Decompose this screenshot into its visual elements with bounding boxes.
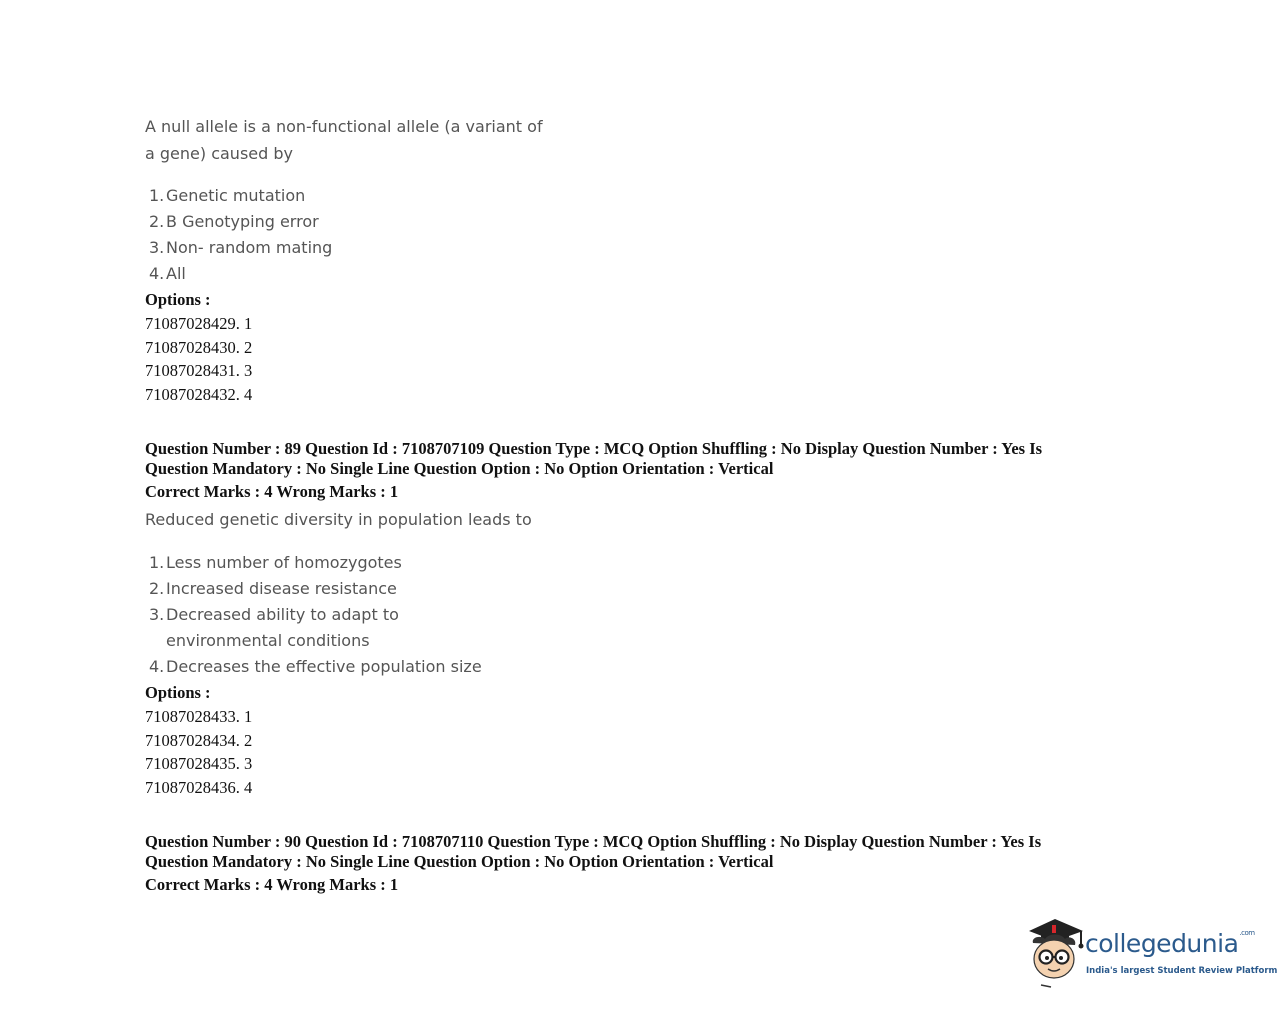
question-meta-line: Question Mandatory : No Single Line Question Option : No Option Orientation : Vertical <box>145 852 774 871</box>
question-meta-line: Question Mandatory : No Single Line Question Option : No Option Orientation : Vertical <box>145 459 774 478</box>
choice-item: 1. Genetic mutation <box>149 186 306 205</box>
option-id: 71087028433. 1 <box>145 707 253 726</box>
question-text <box>145 113 543 167</box>
choice-item: 3. Non- random mating <box>149 238 333 257</box>
marks-line: Correct Marks : 4 Wrong Marks : 1 <box>145 482 399 501</box>
marks-line: Correct Marks : 4 Wrong Marks : 1 <box>145 875 399 894</box>
question-meta <box>145 439 1105 479</box>
collegedunia-logo <box>1025 915 1278 990</box>
choice-item: 2. B Genotyping error <box>149 212 319 231</box>
question-text-line: A null allele is a non-functional allele (a variant of <box>145 117 543 136</box>
question-text <box>145 506 532 533</box>
choice-item: 4. Decreases the effective population size <box>149 657 482 676</box>
options-label: Options : <box>145 683 211 702</box>
choice-item: 4. All <box>149 264 186 283</box>
option-id-list <box>145 705 252 800</box>
choice-item: 2. Increased disease resistance <box>149 579 397 598</box>
choice-item: 3. Decreased ability to adapt to environmental conditions <box>149 605 399 650</box>
option-id: 71087028435. 3 <box>145 754 253 774</box>
option-id: 71087028431. 3 <box>145 361 253 381</box>
option-id: 71087028429. 1 <box>145 314 253 333</box>
choice-item: 1. Less number of homozygotes <box>149 553 402 572</box>
option-id: 71087028430. 2 <box>145 337 253 357</box>
choice-list <box>149 550 506 680</box>
choice-list <box>149 183 506 287</box>
options-label: Options : <box>145 290 211 309</box>
option-id: 71087028432. 4 <box>145 385 253 405</box>
question-meta-line: Question Number : 89 Question Id : 7108707109 Question Type : MCQ Option Shuffling : No Display Question Number : Yes Is <box>145 439 1043 458</box>
student-mascot-icon <box>1025 915 1087 990</box>
option-id: 71087028434. 2 <box>145 730 253 750</box>
option-id-list <box>145 312 252 407</box>
question-text-line: Reduced genetic diversity in population leads to <box>145 510 532 529</box>
logo-suffix: .com <box>1239 929 1255 937</box>
question-text-line: a gene) caused by <box>145 144 293 163</box>
option-id: 71087028436. 4 <box>145 778 253 798</box>
logo-tagline: India's largest Student Review Platform <box>1086 966 1278 976</box>
question-meta-line: Question Number : 90 Question Id : 7108707110 Question Type : MCQ Option Shuffling : No Display Question Number : Yes Is <box>145 832 1042 851</box>
question-meta <box>145 832 1105 872</box>
logo-wordmark: collegedunia$^{.com}$ <box>1085 929 1255 958</box>
